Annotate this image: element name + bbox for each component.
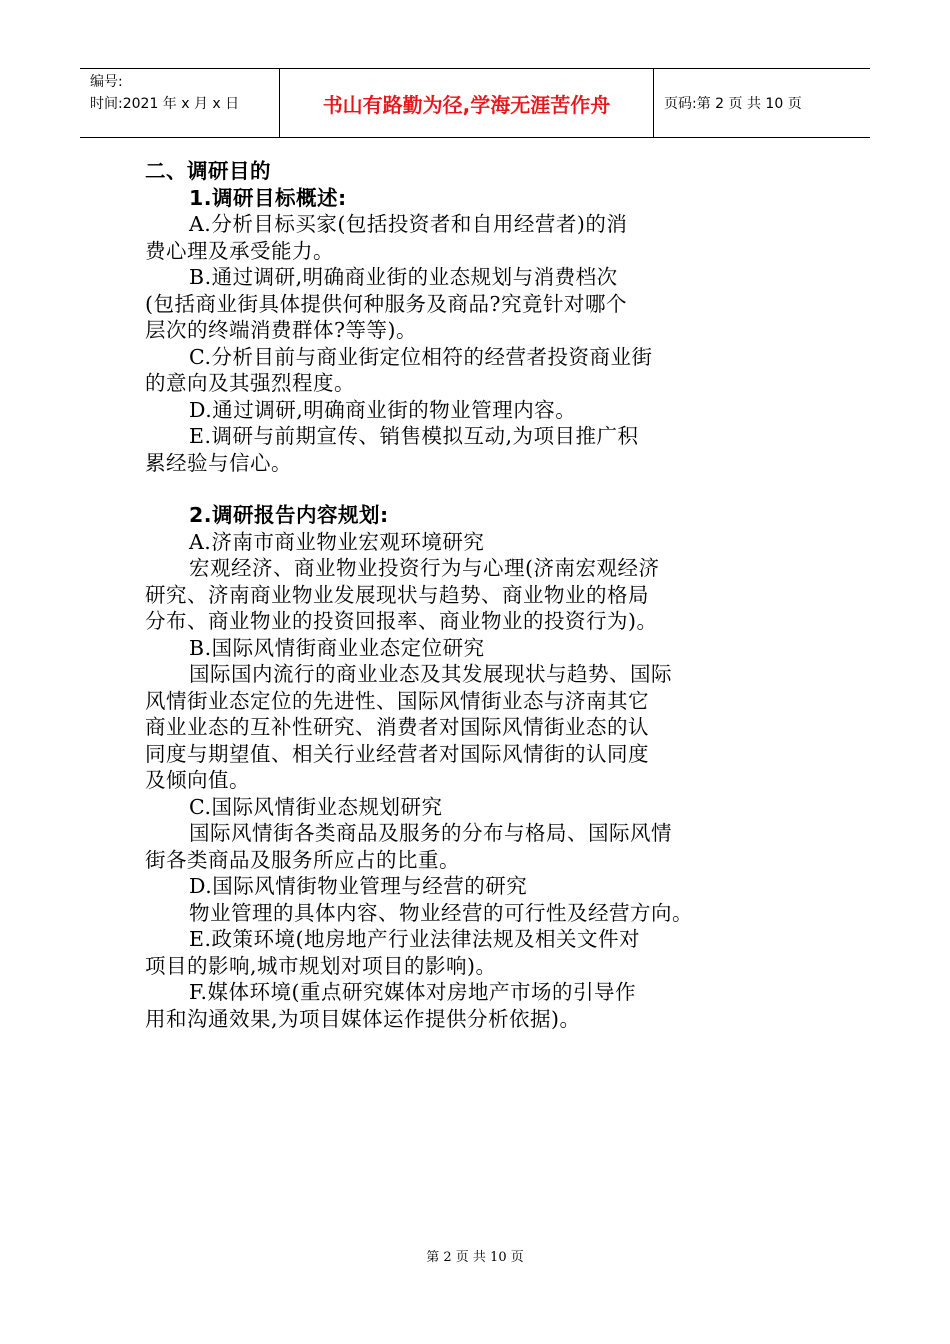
text-line: B.通过调研,明确商业街的业态规划与消费档次 <box>189 265 618 289</box>
text-line: 分布、商业物业的投资回报率、商业物业的投资行为)。 <box>145 609 658 633</box>
text-line: 费心理及承受能力。 <box>145 238 334 263</box>
text-line: D.国际风情街物业管理与经营的研究 <box>189 874 528 898</box>
text-line: (包括商业街具体提供何种服务及商品?究竟针对哪个 <box>145 291 627 316</box>
text-line: C.分析目前与商业街定位相符的经营者投资商业街 <box>189 344 653 369</box>
header-meta <box>80 69 280 137</box>
text-line: B.国际风情街商业业态定位研究 <box>189 635 485 660</box>
text-line: A.济南市商业物业宏观环境研究 <box>189 529 485 554</box>
text-line: 用和沟通效果,为项目媒体运作提供分析依据)。 <box>145 1006 581 1031</box>
text-line: 的意向及其强烈程度。 <box>145 371 355 395</box>
text-line: 研究、济南商业物业发展现状与趋势、商业物业的格局 <box>145 582 649 607</box>
text-line: 国际国内流行的商业业态及其发展现状与趋势、国际 <box>189 662 672 686</box>
text-line: 国际风情街各类商品及服务的分布与格局、国际风情 <box>189 821 672 845</box>
text-line: F.媒体环境(重点研究媒体对房地产市场的引导作 <box>189 980 637 1004</box>
text-line: 项目的影响,城市规划对项目的影响)。 <box>145 953 497 978</box>
text-line: 同度与期望值、相关行业经营者对国际风情街的认同度 <box>145 741 649 766</box>
text-line: C.国际风情街业态规划研究 <box>189 794 443 819</box>
text-line: 2.调研报告内容规划: <box>189 503 389 527</box>
text-line: 层次的终端消费群体?等等)。 <box>145 318 417 342</box>
text-line: D.通过调研,明确商业街的物业管理内容。 <box>189 397 577 422</box>
number-label: 编号: <box>90 74 123 90</box>
text-line: A.分析目标买家(包括投资者和自用经营者)的消 <box>189 212 628 236</box>
text-line: E.调研与前期宣传、销售模拟互动,为项目推广积 <box>189 424 639 448</box>
text-line: 宏观经济、商业物业投资行为与心理(济南宏观经济 <box>189 556 660 580</box>
text-line: 及倾向值。 <box>145 768 250 792</box>
header-motto: 书山有路勤为径,学海无涯苦作舟 <box>280 69 654 137</box>
text-line: 街各类商品及服务所应占的比重。 <box>145 847 460 872</box>
text-line: 1.调研目标概述: <box>189 185 347 210</box>
text-line: 风情街业态定位的先进性、国际风情街业态与济南其它 <box>145 688 649 713</box>
page-header <box>80 68 870 138</box>
text-line: E.政策环境(地房地产行业法律法规及相关文件对 <box>189 927 640 951</box>
paragraph-gap <box>145 476 810 502</box>
text-line: 累经验与信心。 <box>145 450 292 475</box>
time-label: 时间:2021 年 x 月 x 日 <box>90 96 240 112</box>
document-body <box>145 158 810 1032</box>
text-line: 商业业态的互补性研究、消费者对国际风情街业态的认 <box>145 715 649 739</box>
page-footer: 第 2 页 共 10 页 <box>426 1250 524 1265</box>
text-line: 二、调研目的 <box>145 159 271 183</box>
text-line: 物业管理的具体内容、物业经营的可行性及经营方向。 <box>189 900 693 925</box>
header-page-number: 页码:第 2 页 共 10 页 <box>664 96 802 112</box>
